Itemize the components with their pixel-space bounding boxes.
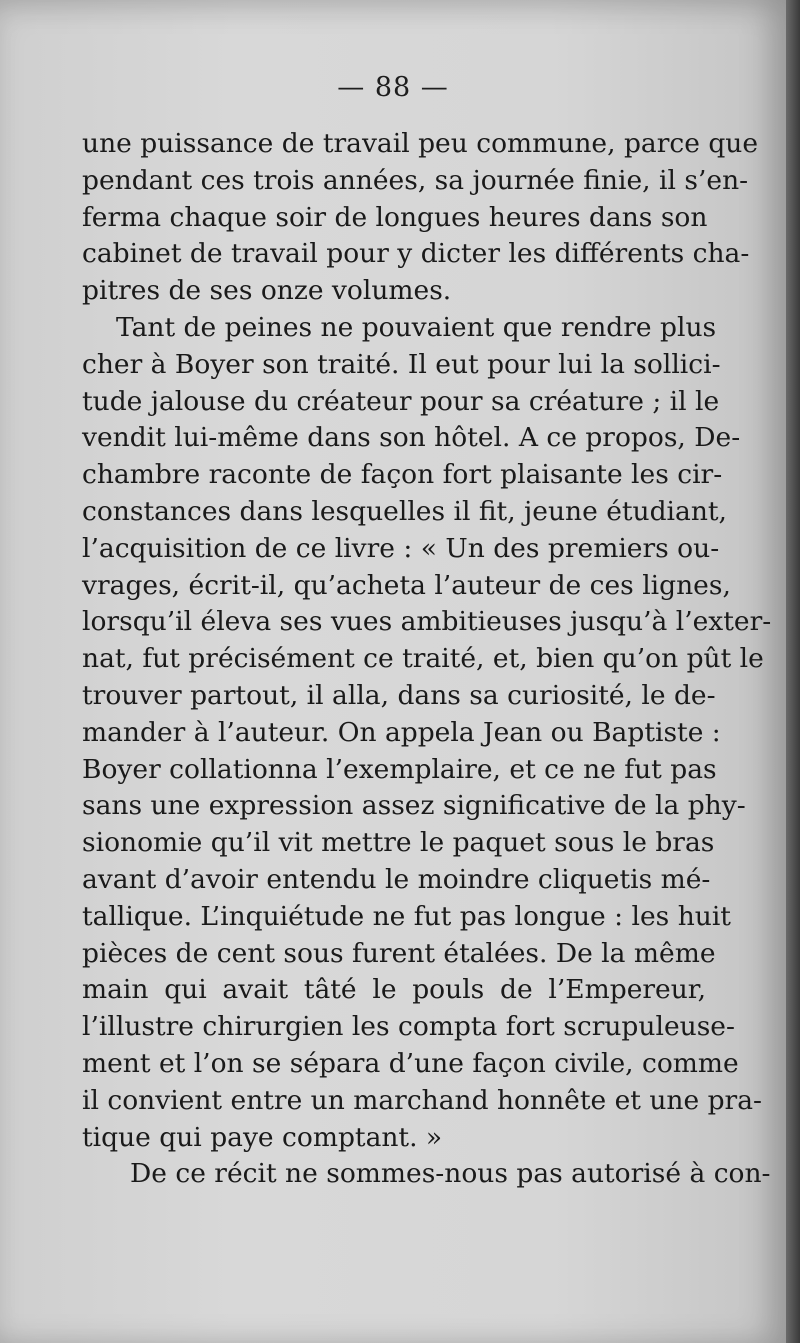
text-line: Boyer collationna l’exemplaire, et ce ne fut pas (82, 753, 717, 785)
text-line: trouver partout, il alla, dans sa curiosité, le de- (82, 679, 716, 711)
text-line: cabinet de travail pour y dicter les différents cha- (82, 238, 750, 270)
text-line: tique qui paye comptant. » (82, 1121, 443, 1153)
text-line: nat, fut précisément ce traité, et, bien qu’on pût le (82, 643, 764, 675)
text-line: ferma chaque soir de longues heures dans son (82, 201, 708, 233)
text-line: pièces de cent sous furent étalées. De la même (82, 937, 716, 969)
text-line: chambre raconte de façon fort plaisante les cir- (82, 459, 723, 491)
text-line: pendant ces trois années, sa journée finie, il s’en- (82, 164, 749, 196)
text-line: sans une expression assez significative de la phy- (82, 790, 746, 822)
text-line: main qui avait tâté le pouls de l’Empereur, (82, 974, 706, 1006)
text-line: tallique. L’inquiétude ne fut pas longue : les huit (82, 900, 731, 932)
text-line: Tant de peines ne pouvaient que rendre plus (116, 311, 717, 343)
text-line: une puissance de travail peu commune, parce que (82, 128, 759, 159)
page-edge (786, 0, 800, 1343)
text-line: vrages, écrit-il, qu’acheta l’auteur de ces lignes, (82, 569, 731, 601)
text-line: l’acquisition de ce livre : « Un des premiers ou- (82, 532, 720, 564)
text-line: ment et l’on se sépara d’une façon civile, comme (82, 1047, 739, 1079)
text-line: cher à Boyer son traité. Il eut pour lui la sollici- (82, 348, 721, 380)
text-line: l’illustre chirurgien les compta fort scrupuleuse- (82, 1011, 735, 1043)
text-line: sionomie qu’il vit mettre le paquet sous le bras (82, 827, 715, 859)
text-line: constances dans lesquelles il fit, jeune étudiant, (82, 495, 727, 527)
page-number: — 88 — (337, 72, 449, 103)
text-line: avant d’avoir entendu le moindre cliquetis mé- (82, 863, 711, 895)
text-line: il convient entre un marchand honnête et une pra- (82, 1084, 762, 1116)
text-line: mander à l’auteur. On appela Jean ou Baptiste : (82, 716, 721, 748)
text-line: tude jalouse du créateur pour sa créature ; il le (82, 385, 720, 417)
text-line: De ce récit ne sommes-nous pas autorisé à con- (130, 1158, 771, 1190)
text-line: vendit lui-même dans son hôtel. A ce propos, De- (82, 422, 741, 454)
text-line: lorsqu’il éleva ses vues ambitieuses jusqu’à l’exter- (82, 606, 772, 638)
text-line: pitres de ses onze volumes. (82, 275, 452, 307)
body-text (82, 126, 772, 1193)
